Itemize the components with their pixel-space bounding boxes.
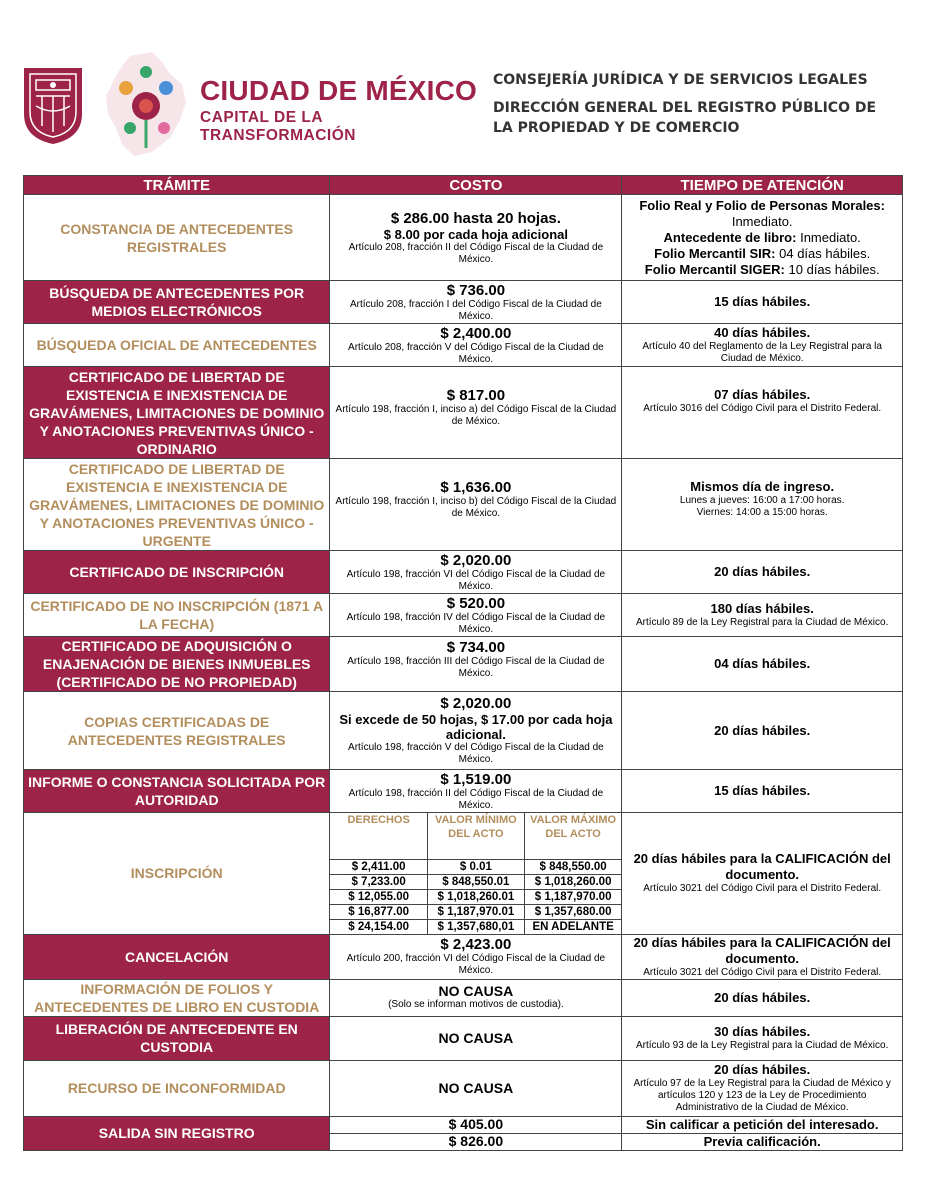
tiempo-value: 20 días hábiles para la CALIFICACIÓN del documento. [633,851,891,883]
tramite-name: RECURSO DE INCONFORMIDAD [24,1060,330,1116]
costo-cell [330,934,622,979]
costo-ref: Artículo 208, fracción V del Código Fiscal de la Ciudad de México. [348,341,604,365]
sub-cell: $ 848,550.00 [524,859,621,874]
table-row [24,1060,903,1116]
tiempo-cell [622,637,903,692]
costo-cell [330,813,622,935]
tramite-name: COPIAS CERTIFICADAS DE ANTECEDENTES REGISTRALES [24,692,330,770]
tiempo-value: 20 días hábiles. [714,722,811,738]
tiempo-value: 20 días hábiles para la CALIFICACIÓN del documento. [633,934,891,966]
sub-cell: $ 848,550.01 [427,874,524,889]
costo-amount: $ 2,020.00 [440,551,512,569]
tiempo-cell [622,1016,903,1060]
tiempo-cell [622,770,903,813]
costo-amount: NO CAUSA [438,1029,514,1046]
table-row [24,281,903,324]
tiempo-ref: Artículo 3016 del Código Civil para el Distrito Federal. [643,403,882,414]
table-row [24,692,903,770]
tiempo-label: Folio Real y Folio de Personas Morales: [639,197,885,213]
costo-ref: Artículo 200, fracción VI del Código Fiscal de la Ciudad de México. [346,953,606,976]
costo-cell [330,637,622,692]
tiempo-cell [622,1060,903,1116]
tramite-name: SALIDA SIN REGISTRO [24,1116,330,1150]
city-tagline: CAPITAL DE LA TRANSFORMACIÓN [200,109,356,144]
sub-cell: $ 1,357,680,01 [427,919,524,934]
tiempo-value: 20 días hábiles. [714,564,811,579]
sub-cell: $ 1,018,260.01 [427,889,524,904]
tiempo-value: 15 días hábiles. [714,294,811,309]
tiempo-cell [622,813,903,935]
tiempo-cell [622,551,903,594]
inscripcion-subtable [330,813,621,934]
costo-cell [330,324,622,367]
costo-ref: Artículo 198, fracción IV del Código Fiscal de la Ciudad de México. [346,611,606,635]
costo-amount: $ 1,519.00 [440,770,512,788]
tiempo-value: 20 días hábiles. [714,1062,811,1077]
tiempo-value: Inmediato. [800,229,861,245]
costo-amount: $ 817.00 [446,387,506,404]
tiempo-cell [622,1116,903,1133]
table-row [24,195,903,281]
subtable-row [330,874,621,889]
tiempo-cell [622,367,903,459]
costo-ref: Artículo 208, fracción II del Código Fiscal de la Ciudad de México. [348,241,604,265]
costo-ref: Artículo 198, fracción III del Código Fiscal de la Ciudad de México. [347,656,605,679]
sub-cell: $ 24,154.00 [330,919,427,934]
costo-cell [330,1133,622,1150]
department-block [493,70,913,138]
tramite-name: BÚSQUEDA OFICIAL DE ANTECEDENTES [24,324,330,367]
costo-amount: $ 736.00 [446,281,506,299]
brand-block [200,76,480,145]
costo-amount: $ 2,400.00 [440,324,512,342]
tiempo-value: 04 días hábiles. [714,656,811,671]
subtable-row [330,889,621,904]
sub-cell: $ 16,877.00 [330,904,427,919]
table-header-row [24,176,903,195]
tramite-name: CERTIFICADO DE NO INSCRIPCIÓN (1871 A LA FECHA) [24,594,330,637]
costo-cell [330,692,622,770]
tiempo-label: Folio Mercantil SIR: [654,245,776,261]
tiempo-value: 180 días hábiles. [710,601,814,616]
tiempo-cell [622,281,903,324]
costo-amount: $ 1,636.00 [440,479,512,496]
subtable-header-row [330,813,621,859]
costo-amount: $ 2,423.00 [440,936,512,953]
tramite-name: INSCRIPCIÓN [24,813,330,935]
dept-direccion-line2: LA PROPIEDAD Y DE COMERCIO [493,120,740,136]
tiempo-ref: Artículo 89 de la Ley Registral para la Ciudad de México. [636,617,889,628]
costo-extra: $ 8.00 por cada hoja adicional [383,226,568,242]
tiempo-value: 30 días hábiles. [714,1024,811,1039]
sub-cell: $ 12,055.00 [330,889,427,904]
tramite-name: CERTIFICADO DE ADQUISICIÓN O ENAJENACIÓN DE BIENES INMUEBLES (CERTIFICADO DE NO PROPIEDAD) [24,637,330,692]
costo-ref: Artículo 198, fracción VI del Código Fiscal de la Ciudad de México. [346,568,606,592]
costo-cell [330,1060,622,1116]
tramite-name: INFORME O CONSTANCIA SOLICITADA POR AUTORIDAD [24,770,330,813]
sub-cell: $ 1,357,680.00 [524,904,621,919]
costo-amount: $ 2,020.00 [440,695,512,712]
header-tramite: TRÁMITE [24,176,330,195]
sub-cell: $ 1,187,970.00 [524,889,621,904]
subtable-row [330,919,621,934]
header-costo: COSTO [330,176,622,195]
tiempo-value: Sin calificar a petición del interesado. [645,1116,879,1132]
tiempo-value: 20 días hábiles. [714,989,811,1005]
table-row [24,367,903,459]
costo-cell [330,551,622,594]
sub-cell: EN ADELANTE [524,919,621,934]
costo-cell [330,459,622,551]
tiempo-value: 07 días hábiles. [714,387,811,402]
costo-ref: Artículo 208, fracción I del Código Fiscal de la Ciudad de México. [349,298,602,322]
tiempo-label: Folio Mercantil SIGER: [644,261,785,277]
sub-cell: $ 1,018,260.00 [524,874,621,889]
costo-cell [330,979,622,1016]
costo-amount: $ 405.00 [448,1116,504,1132]
table-row [24,594,903,637]
table-row [24,1016,903,1060]
table-row [24,637,903,692]
costo-cell [330,281,622,324]
tiempo-cell [622,324,903,367]
city-name: CIUDAD DE MÉXICO [200,75,477,106]
costo-ref: Artículo 198, fracción V del Código Fiscal de la Ciudad de México. [348,742,604,765]
subtable-row [330,904,621,919]
tiempo-cell [622,594,903,637]
costo-cell [330,1116,622,1133]
table-row [24,770,903,813]
tiempo-cell [622,979,903,1016]
costo-ref: Artículo 198, fracción I, inciso a) del Código Fiscal de la Ciudad de México. [335,404,617,427]
sub-cell: $ 1,187,970.01 [427,904,524,919]
tramite-name: CERTIFICADO DE LIBERTAD DE EXISTENCIA E INEXISTENCIA DE GRAVÁMENES, LIMITACIONES DE DOMINIO Y ANOTACIONES PREVENTIVAS ÚNICO - ORDINARIO [24,367,330,459]
costo-extra: Si excede de 50 hojas, $ 17.00 por cada hoja adicional. [339,712,613,742]
costo-amount: $ 286.00 hasta 20 hojas. [390,209,561,227]
tramite-name: BÚSQUEDA DE ANTECEDENTES POR MEDIOS ELECTRÓNICOS [24,281,330,324]
tramite-name: CANCELACIÓN [24,934,330,979]
header-tiempo: TIEMPO DE ATENCIÓN [622,176,903,195]
sub-cell: $ 2,411.00 [330,859,427,874]
table-row [24,1116,903,1133]
dept-direccion-line1: DIRECCIÓN GENERAL DEL REGISTRO PÚBLICO DE [493,100,877,116]
tiempo-value: 40 días hábiles. [714,325,811,340]
tiempo-ref: Artículo 3021 del Código Civil para el Distrito Federal. [643,883,882,895]
costo-amount: NO CAUSA [438,1079,514,1096]
costo-cell [330,195,622,281]
tiempo-cell [622,1133,903,1150]
tiempo-value: Previa calificación. [703,1133,821,1149]
table-row [24,979,903,1016]
tiempo-detail: Viernes: 14:00 a 15:00 horas. [696,507,828,518]
page-header [0,0,927,168]
sub-cell: $ 0.01 [427,859,524,874]
tiempo-ref: Artículo 97 de la Ley Registral para la Ciudad de México y artículos 120 y 123 de la Ley de Procedimiento Administrativo de la Ciudad de México. [633,1078,891,1113]
tiempo-value: 10 días hábiles. [788,261,880,277]
costo-amount: $ 520.00 [446,594,506,612]
costo-cell [330,1016,622,1060]
tiempo-value: 04 días hábiles. [779,245,871,261]
costo-amount: $ 826.00 [448,1133,504,1149]
costo-ref: Artículo 198, fracción I, inciso b) del Código Fiscal de la Ciudad de México. [335,496,617,519]
tiempo-ref: Artículo 40 del Reglamento de la Ley Registral para la Ciudad de México. [642,341,882,364]
tiempo-value: 15 días hábiles. [714,783,811,798]
dept-consejeria: CONSEJERÍA JURÍDICA Y DE SERVICIOS LEGALES [493,72,868,88]
sub-cell: $ 7,233.00 [330,874,427,889]
costo-ref: Artículo 198, fracción II del Código Fiscal de la Ciudad de México. [348,787,604,811]
subtable-row [330,859,621,874]
cdmx-flower-logo [100,48,192,160]
tiempo-ref: Artículo 3021 del Código Civil para el Distrito Federal. [643,966,882,978]
costo-ref: (Solo se informan motivos de custodia). [388,999,564,1010]
tramites-table [23,175,903,1151]
tiempo-cell [622,692,903,770]
costo-amount: NO CAUSA [438,983,514,999]
tramite-name: LIBERACIÓN DE ANTECEDENTE EN CUSTODIA [24,1016,330,1060]
table-row [24,459,903,551]
cdmx-shield-logo [22,66,84,146]
costo-cell [330,367,622,459]
costo-cell [330,770,622,813]
costo-amount: $ 734.00 [446,639,506,656]
costo-cell [330,594,622,637]
tiempo-cell [622,195,903,281]
table-row [24,551,903,594]
table-row [24,324,903,367]
tiempo-ref: Artículo 93 de la Ley Registral para la Ciudad de México. [636,1040,889,1051]
sub-header: DERECHOS [330,813,427,859]
tramite-name: CONSTANCIA DE ANTECEDENTES REGISTRALES [24,195,330,281]
tiempo-detail: Lunes a jueves: 16:00 a 17:00 horas. [679,495,845,506]
sub-header: VALOR MÁXIMO DEL ACTO [524,813,621,859]
tramite-name: CERTIFICADO DE LIBERTAD DE EXISTENCIA E INEXISTENCIA DE GRAVÁMENES, LIMITACIONES DE DOMINIO Y ANOTACIONES PREVENTIVAS ÚNICO - URGENTE [24,459,330,551]
tiempo-label: Antecedente de libro: [663,229,797,245]
tiempo-value: Mismos día de ingreso. [690,479,835,494]
tramite-name: INFORMACIÓN DE FOLIOS Y ANTECEDENTES DE LIBRO EN CUSTODIA [24,979,330,1016]
tiempo-value: Inmediato. [731,213,793,229]
tiempo-cell [622,459,903,551]
table-row [24,934,903,979]
table-row [24,813,903,935]
tramite-name: CERTIFICADO DE INSCRIPCIÓN [24,551,330,594]
tiempo-cell [622,934,903,979]
sub-header: VALOR MÍNIMO DEL ACTO [427,813,524,859]
